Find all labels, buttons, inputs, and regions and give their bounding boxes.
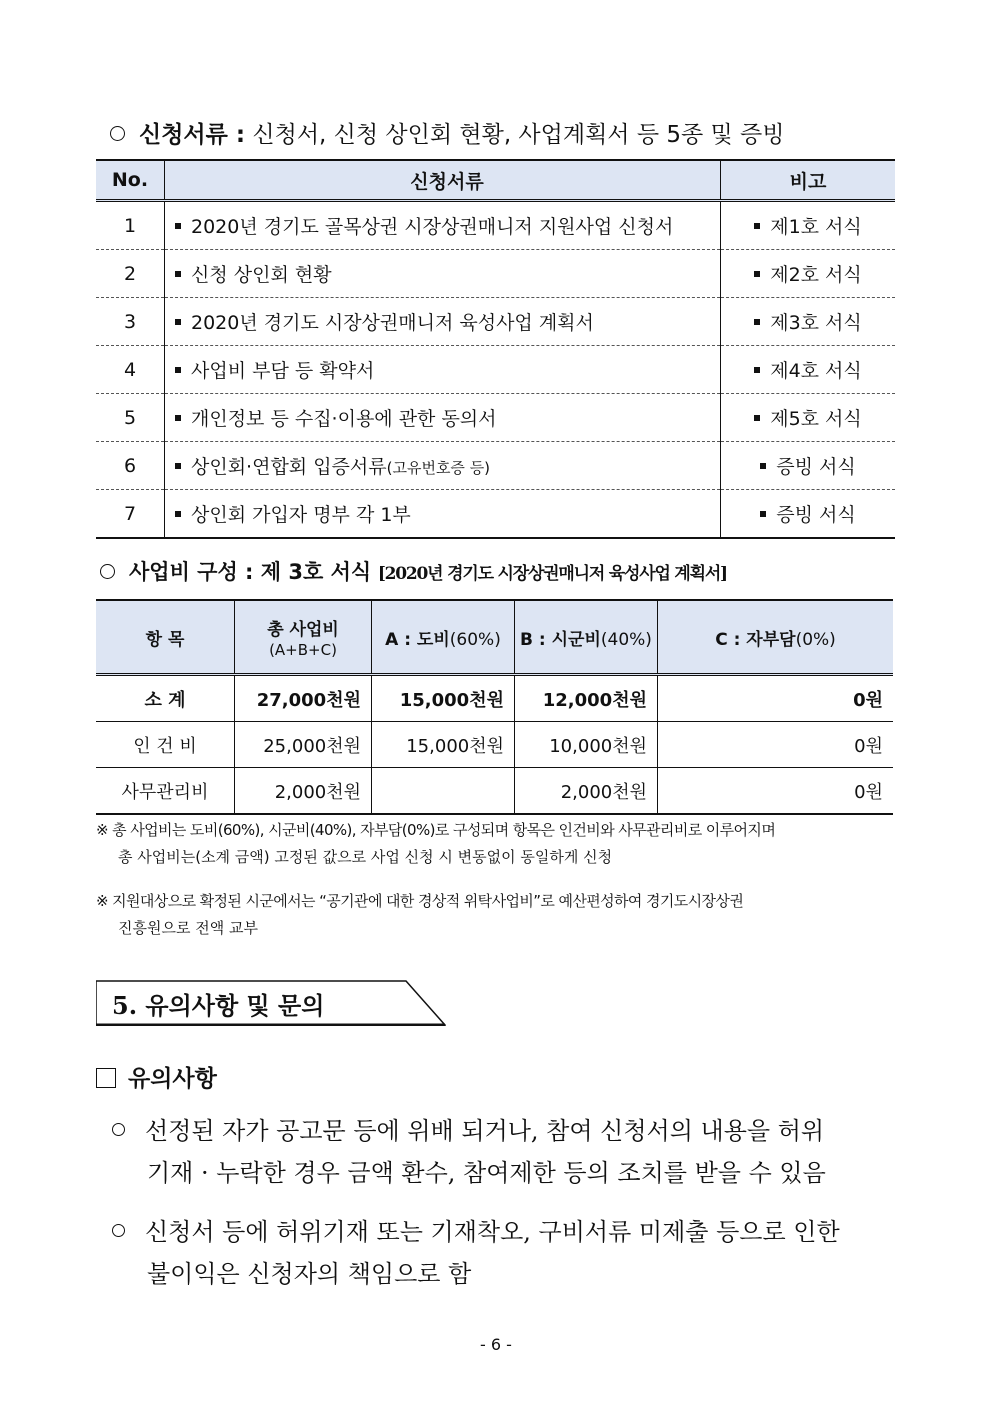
row-c: 0원 — [658, 768, 894, 815]
header-item-text: 항 목 — [145, 629, 185, 650]
row-no: 2 — [96, 250, 165, 298]
square-bullet-icon — [754, 319, 760, 325]
row-document — [165, 442, 721, 490]
row-no: 6 — [96, 442, 165, 490]
row-note-text: 제3호 서식 — [770, 312, 862, 334]
row-note — [721, 490, 896, 539]
note-1 — [96, 817, 896, 871]
row-item: 인 건 비 — [96, 722, 235, 768]
row-no: 5 — [96, 394, 165, 442]
row-note — [721, 298, 896, 346]
row-document-small-text: (고유번호증 등) — [386, 459, 491, 477]
row-document — [165, 490, 721, 539]
row-a: 15,000천원 — [372, 675, 515, 722]
table-row — [96, 394, 895, 442]
notice-item-1 — [112, 1110, 826, 1194]
row-document-text: 사업비 부담 등 확약서 — [191, 360, 375, 382]
row-note-text: 제1호 서식 — [770, 216, 862, 238]
row-note — [721, 346, 896, 394]
notice-item-2-line-2: 불이익은 신청자의 책임으로 함 — [147, 1260, 472, 1288]
header-documents: 신청서류 — [165, 160, 721, 201]
notice-item-1-line-1: 선정된 자가 공고문 등에 위배 되거나, 참여 신청서의 내용을 허위 — [145, 1117, 825, 1145]
section1-title-bold: 신청서류 : — [139, 122, 246, 148]
row-note-text: 제4호 서식 — [770, 360, 862, 382]
square-bullet-icon — [175, 271, 181, 277]
notice-item-1-line-2: 기재 · 누락한 경우 금액 환수, 참여제한 등의 조치를 받을 수 있음 — [147, 1159, 826, 1187]
row-no: 4 — [96, 346, 165, 394]
square-bullet-icon — [175, 415, 181, 421]
header-note: 비고 — [721, 160, 896, 201]
row-document — [165, 394, 721, 442]
page-number: - 6 - — [480, 1335, 512, 1354]
header-c — [658, 600, 894, 675]
table-row-subtotal — [96, 675, 893, 722]
square-bullet-icon — [754, 415, 760, 421]
row-no: 3 — [96, 298, 165, 346]
table-row — [96, 201, 895, 250]
row-b: 2,000천원 — [515, 768, 658, 815]
budget-table — [96, 599, 893, 815]
checkbox-square-icon — [96, 1068, 116, 1088]
circle-bullet-icon — [112, 1224, 125, 1237]
row-c: 0원 — [658, 722, 894, 768]
table-row — [96, 298, 895, 346]
square-bullet-icon — [760, 511, 766, 517]
row-b: 10,000천원 — [515, 722, 658, 768]
note-1-line-2: 총 사업비는(소계 금액) 고정된 값으로 사업 신청 시 변동없이 동일하게 신청 — [118, 848, 613, 866]
header-a-bold: A : 도비 — [385, 629, 450, 650]
header-b-pct: (40%) — [600, 629, 652, 650]
row-no: 7 — [96, 490, 165, 539]
note-1-line-1: ※ 총 사업비는 도비(60%), 시군비(40%), 자부담(0%)로 구성되며 항목은 인건비와 사무관리비로 이루어지며 — [96, 821, 776, 839]
row-note-text: 제5호 서식 — [770, 408, 862, 430]
row-document — [165, 298, 721, 346]
header-a-pct: (60%) — [449, 629, 501, 650]
row-document-text: 상인회·연합회 입증서류 — [191, 456, 387, 478]
row-total: 2,000천원 — [235, 768, 372, 815]
row-document — [165, 201, 721, 250]
section5-title: 5. 유의사항 및 문의 — [112, 991, 325, 1020]
row-note — [721, 250, 896, 298]
square-bullet-icon — [760, 463, 766, 469]
section2-heading — [100, 556, 727, 586]
square-bullet-icon — [754, 367, 760, 373]
row-note-text: 제2호 서식 — [770, 264, 862, 286]
section1-heading — [110, 116, 785, 149]
section2-title-bold: 사업비 구성 : 제 3호 서식 — [129, 560, 372, 584]
row-document-text: 개인정보 등 수집·이용에 관한 동의서 — [191, 408, 497, 430]
row-total: 27,000천원 — [235, 675, 372, 722]
note-2 — [96, 888, 896, 942]
header-b — [515, 600, 658, 675]
table-row — [96, 722, 893, 768]
section2-title-bracket: [2020년 경기도 시장상권매니저 육성사업 계획서] — [377, 564, 727, 584]
header-total — [235, 600, 372, 675]
row-note-text: 증빙 서식 — [776, 456, 856, 478]
row-c: 0원 — [658, 675, 894, 722]
circle-bullet-icon — [112, 1123, 125, 1136]
subhead-text: 유의사항 — [128, 1066, 217, 1092]
row-item: 소 계 — [96, 675, 235, 722]
header-total-sub: (A+B+C) — [269, 640, 337, 659]
notice-item-2 — [112, 1211, 840, 1295]
row-document-text: 2020년 경기도 골목상권 시장상권매니저 지원사업 신청서 — [191, 216, 674, 238]
table-row — [96, 768, 893, 815]
row-note — [721, 442, 896, 490]
header-item — [96, 600, 235, 675]
section1-title-rest: 신청서, 신청 상인회 현황, 사업계획서 등 5종 및 증빙 — [252, 122, 785, 148]
table-header-row — [96, 600, 893, 675]
note-2-line-2: 진흥원으로 전액 교부 — [118, 919, 258, 937]
row-note — [721, 394, 896, 442]
circle-bullet-icon — [100, 564, 115, 579]
row-document-text: 2020년 경기도 시장상권매니저 육성사업 계획서 — [191, 312, 594, 334]
row-note — [721, 201, 896, 250]
subhead — [96, 1060, 217, 1093]
note-2-line-1: ※ 지원대상으로 확정된 시군에서는 “공기관에 대한 경상적 위탁사업비”로 예산편성하여 경기도시장상권 — [96, 892, 744, 910]
square-bullet-icon — [754, 223, 760, 229]
row-no: 1 — [96, 201, 165, 250]
row-a — [372, 768, 515, 815]
row-note-text: 증빙 서식 — [776, 504, 856, 526]
documents-table — [96, 159, 895, 539]
row-total: 25,000천원 — [235, 722, 372, 768]
row-item: 사무관리비 — [96, 768, 235, 815]
table-header-row — [96, 160, 895, 201]
circle-bullet-icon — [110, 126, 125, 141]
row-document-text: 상인회 가입자 명부 각 1부 — [191, 504, 411, 526]
header-a — [372, 600, 515, 675]
table-row — [96, 442, 895, 490]
header-no: No. — [96, 160, 165, 201]
header-c-bold: C : 자부담 — [715, 629, 796, 650]
square-bullet-icon — [175, 223, 181, 229]
header-c-pct: (0%) — [795, 629, 836, 650]
table-row — [96, 346, 895, 394]
row-document — [165, 346, 721, 394]
square-bullet-icon — [754, 271, 760, 277]
row-document-text: 신청 상인회 현황 — [191, 264, 332, 286]
square-bullet-icon — [175, 367, 181, 373]
row-a: 15,000천원 — [372, 722, 515, 768]
square-bullet-icon — [175, 319, 181, 325]
square-bullet-icon — [175, 463, 181, 469]
square-bullet-icon — [175, 511, 181, 517]
header-b-bold: B : 시군비 — [520, 629, 601, 650]
row-document — [165, 250, 721, 298]
notice-item-2-line-1: 신청서 등에 허위기재 또는 기재착오, 구비서류 미제출 등으로 인한 — [145, 1218, 840, 1246]
row-b: 12,000천원 — [515, 675, 658, 722]
header-total-text: 총 사업비 — [267, 619, 339, 640]
table-row — [96, 250, 895, 298]
table-row — [96, 490, 895, 539]
